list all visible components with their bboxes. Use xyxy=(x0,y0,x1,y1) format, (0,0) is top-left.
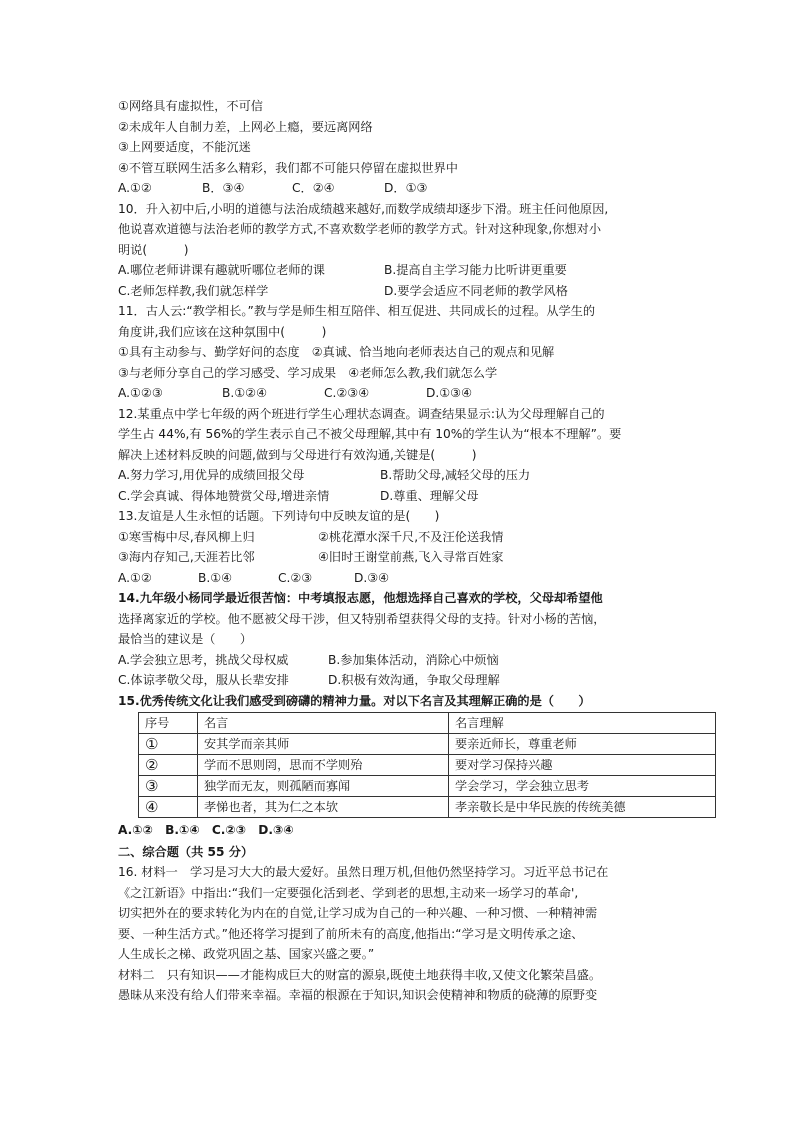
q11-option-b: B.①②④ xyxy=(222,386,268,400)
q10-options-row-1 xyxy=(118,260,688,281)
q10-stem-3: 明说( ) xyxy=(118,242,189,257)
q15-stem: 15.优秀传统文化让我们感受到磅礴的精神力量。对以下名言及其理解正确的是（ ） xyxy=(118,693,591,708)
q11-stem-1: 11．古人云:“教学相长。”教与学是师生相互陪伴、相互促进、共同成长的过程。从学生的 xyxy=(118,304,596,318)
table-cell: 要亲近师长，尊重老师 xyxy=(449,734,716,755)
table-cell: ③ xyxy=(139,776,198,797)
q13-option-b: B.①④ xyxy=(198,570,233,585)
q13-item-4: ④旧时王谢堂前燕,飞入寻常百姓家 xyxy=(318,550,504,564)
exam-page xyxy=(118,96,688,1006)
table-row xyxy=(139,755,716,776)
q14-option-c: C.体谅孝敬父母，服从长辈安排 xyxy=(118,673,289,687)
q13-stem: 13.友谊是人生永恒的话题。下列诗句中反映友谊的是( ) xyxy=(118,509,440,523)
q10-option-c: C.老师怎样教,我们就怎样学 xyxy=(118,283,269,298)
q14-options-row-1 xyxy=(118,650,688,671)
q13-option-c: C.②③ xyxy=(278,570,313,585)
q9-item-3: ③上网要适度，不能沉迷 xyxy=(118,140,251,154)
q11-item-1: ①具有主动参与、勤学好问的态度 ②真诚、恰当地向老师表达自己的观点和见解 xyxy=(118,345,555,359)
q12-option-d: D.尊重、理解父母 xyxy=(380,488,479,503)
table-row xyxy=(139,776,716,797)
q13-option-a: A.①② xyxy=(118,570,152,585)
table-header-cell: 名言 xyxy=(198,713,449,734)
q10-option-a: A.哪位老师讲课有趣就听哪位老师的课 xyxy=(118,263,325,277)
table-header-cell: 序号 xyxy=(139,713,198,734)
q12-option-c: C.学会真诚、得体地赞赏父母,增进亲情 xyxy=(118,488,330,503)
q13-items-row-2 xyxy=(118,547,688,568)
q12-stem-2: 学生占 44%,有 56%的学生表示自己不被父母理解,其中有 10%的学生认为“根本不理解”。要 xyxy=(118,427,622,441)
q11-options xyxy=(118,383,688,404)
table-header-cell: 名言理解 xyxy=(449,713,716,734)
table-row xyxy=(139,797,716,818)
q14-stem-2: 选择离家近的学校。他不愿被父母干涉，但又特别希望获得父母的支持。针对小杨的苦恼， xyxy=(118,611,606,626)
q13-item-1: ①寒雪梅中尽,春风柳上归 xyxy=(118,529,255,544)
q15-options: A.①② B.①④ C.②③ D.③④ xyxy=(118,823,294,837)
q9-option-d: D．①③ xyxy=(384,181,428,195)
q12-option-b: B.帮助父母,减轻父母的压力 xyxy=(380,468,531,482)
table-cell: 安其学而亲其师 xyxy=(198,734,449,755)
q13-item-2: ②桃花潭水深千尺,不及汪伦送我情 xyxy=(318,529,504,544)
q9-item-2: ②未成年人自制力差，上网必上瘾，要远离网络 xyxy=(118,119,373,134)
table-cell: ② xyxy=(139,755,198,776)
table-cell: 孝悌也者，其为仁之本欤 xyxy=(198,797,449,818)
q14-option-a: A.学会独立思考，挑战父母权威 xyxy=(118,652,289,667)
q15-table xyxy=(138,712,716,818)
q13-option-d: D.③④ xyxy=(354,570,390,585)
table-cell: 学而不思则罔，思而不学则殆 xyxy=(198,755,449,776)
q9-option-b: B．③④ xyxy=(202,181,245,195)
q13-item-3: ③海内存知己,天涯若比邻 xyxy=(118,550,255,564)
q9-option-a: A.①② xyxy=(118,181,152,195)
q12-option-a: A.努力学习,用优异的成绩回报父母 xyxy=(118,468,305,482)
q14-options-row-2 xyxy=(118,670,688,691)
q11-option-a: A.①②③ xyxy=(118,386,163,400)
table-cell: ④ xyxy=(139,797,198,818)
q12-stem-1: 12.某重点中学七年级的两个班进行学生心理状态调查。调查结果显示:认为父母理解自己的 xyxy=(118,406,605,421)
table-cell: 要对学习保持兴趣 xyxy=(449,755,716,776)
q9-option-c: C．②④ xyxy=(292,181,335,195)
q16-line-7: 愚昧从来没有给人们带来幸福。幸福的根源在于知识,知识会使精神和物质的硗薄的原野变 xyxy=(118,988,598,1002)
q10-stem-1: 10．升入初中后,小明的道德与法治成绩越来越好,而数学成绩却逐步下滑。班主任问他原因, xyxy=(118,201,609,216)
q13-items-row-1 xyxy=(118,527,688,548)
q13-options xyxy=(118,568,688,589)
table-cell: 独学而无友，则孤陋而寡闻 xyxy=(198,776,449,797)
q16-line-5: 人生成长之梯、政党巩固之基、国家兴盛之要。” xyxy=(118,947,375,961)
table-row xyxy=(139,734,716,755)
q14-stem-1: 14.九年级小杨同学最近很苦恼：中考填报志愿，他想选择自己喜欢的学校，父母却希望他 xyxy=(118,591,603,605)
q9-options xyxy=(118,178,688,199)
q16-line-2: 《之江新语》中指出:“我们一定要强化活到老、学到老的思想,主动来一场学习的革命', xyxy=(118,885,579,900)
q11-item-2: ③与老师分享自己的学习感受、学习成果 ④老师怎么教,我们就怎么学 xyxy=(118,365,498,380)
q16-line-1: 16. 材料一 学习是习大大的最大爱好。虽然日理万机,但他仍然坚持学习。习近平总书记在 xyxy=(118,865,609,879)
q10-option-d: D.要学会适应不同老师的教学风格 xyxy=(384,283,568,298)
q11-option-c: C.②③④ xyxy=(324,386,370,400)
section-heading: 二、综合题（共 55 分） xyxy=(118,844,254,859)
q14-stem-3: 最恰当的建议是（ ） xyxy=(118,632,253,646)
q10-stem-2: 他说喜欢道德与法治老师的教学方式,不喜欢数学老师的教学方式。针对这种现象,你想对小 xyxy=(118,222,602,236)
q10-option-b: B.提高自主学习能力比听讲更重要 xyxy=(384,263,567,277)
q11-option-d: D.①③④ xyxy=(426,386,473,400)
q16-line-6: 材料二 只有知识——才能构成巨大的财富的源泉,既使土地获得丰收,又使文化繁荣昌盛。 xyxy=(118,967,602,982)
q9-item-4: ④不管互联网生活多么精彩，我们都不可能只停留在虚拟世界中 xyxy=(118,160,458,175)
q10-options-row-2 xyxy=(118,281,688,302)
q14-option-d: D.积极有效沟通，争取父母理解 xyxy=(328,673,500,687)
q14-option-b: B.参加集体活动，消除心中烦恼 xyxy=(328,652,499,667)
q9-item-1: ①网络具有虚拟性，不可信 xyxy=(118,99,263,113)
table-cell: ① xyxy=(139,734,198,755)
q12-stem-3: 解决上述材料反映的问题,做到与父母进行有效沟通,关键是( ) xyxy=(118,447,477,462)
table-header-row xyxy=(139,713,716,734)
table-cell: 学会学习，学会独立思考 xyxy=(449,776,716,797)
table-cell: 孝亲敬长是中华民族的传统美德 xyxy=(449,797,716,818)
q12-options-row-2 xyxy=(118,486,688,507)
q12-options-row-1 xyxy=(118,465,688,486)
q11-stem-2: 角度讲,我们应该在这种氛围中( ) xyxy=(118,324,327,339)
q16-line-3: 切实把外在的要求转化为内在的自觉,让学习成为自己的一种兴趣、一种习惯、一种精神需 xyxy=(118,906,598,920)
q16-line-4: 要、一种生活方式。”他还将学习提到了前所未有的高度,他指出:“学习是文明传承之途、 xyxy=(118,926,584,941)
